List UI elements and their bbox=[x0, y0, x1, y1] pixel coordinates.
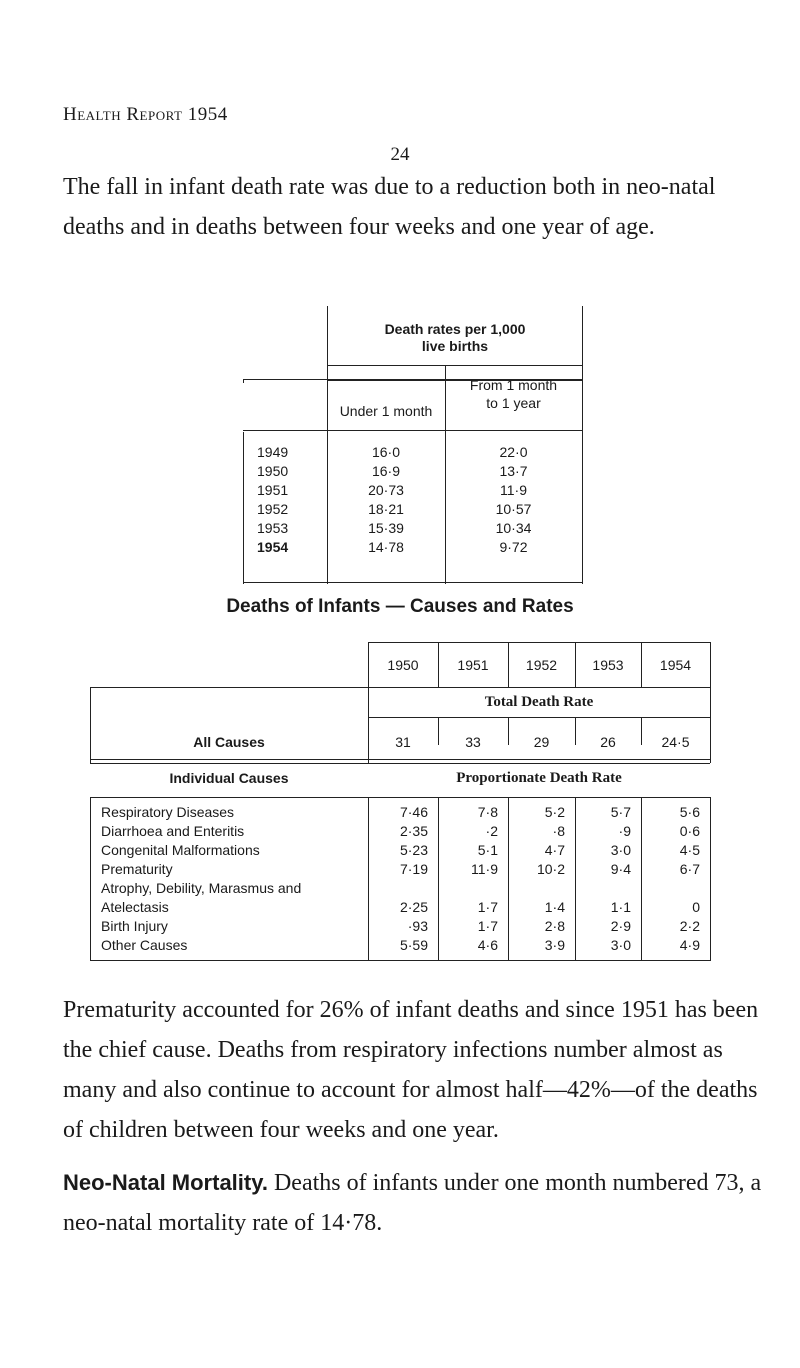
cause-name: Respiratory Diseases bbox=[101, 804, 235, 820]
table1-from: 13·7 bbox=[499, 463, 528, 479]
cause-value: 3·0 bbox=[610, 937, 631, 953]
table1-under: 15·39 bbox=[368, 520, 404, 536]
table1-under: 16·9 bbox=[371, 463, 401, 479]
cause-value: 1·4 bbox=[544, 899, 565, 915]
table1-under: 14·78 bbox=[368, 539, 404, 555]
cause-value: 5·2 bbox=[544, 804, 565, 820]
cause-value: 3·0 bbox=[610, 842, 631, 858]
cause-value: 10·2 bbox=[536, 861, 565, 877]
table1-from: 10·34 bbox=[495, 520, 532, 536]
table1-under: 16·0 bbox=[371, 444, 401, 460]
cause-value: 5·1 bbox=[477, 842, 498, 858]
cause-value: 2·25 bbox=[399, 899, 428, 915]
table1-under: 18·21 bbox=[368, 501, 404, 517]
table1-year: 1949 bbox=[257, 444, 289, 460]
page-number: 24 bbox=[390, 144, 410, 165]
cause-name: Birth Injury bbox=[101, 918, 168, 934]
table1-year: 1952 bbox=[257, 501, 289, 517]
table1-under: 20·73 bbox=[368, 482, 404, 498]
all-causes-value: 33 bbox=[465, 734, 481, 750]
cause-value: 2·8 bbox=[544, 918, 565, 934]
cause-value: 7·46 bbox=[399, 804, 428, 820]
group-header-line-1: Death rates per 1,000 bbox=[384, 321, 526, 337]
cause-value: 2·2 bbox=[679, 918, 700, 934]
cause-value: 9·4 bbox=[610, 861, 631, 877]
intro-paragraph: The fall in infant death rate was due to a reduction both in neo-natal deaths and in deaths between four weeks and one year of age. bbox=[63, 174, 716, 240]
cause-value: 2·9 bbox=[610, 918, 631, 934]
table1-from: 10·57 bbox=[495, 501, 532, 517]
table1-year: 1951 bbox=[257, 482, 289, 498]
year-header: 1953 bbox=[592, 657, 624, 673]
group-header-line-2: live births bbox=[421, 338, 489, 354]
cause-value: 0 bbox=[692, 899, 700, 915]
cause-value: 4·9 bbox=[679, 937, 700, 953]
year-header: 1950 bbox=[387, 657, 419, 673]
table1-year: 1954 bbox=[257, 539, 289, 555]
cause-value: 4·5 bbox=[679, 842, 700, 858]
table1-from: 22·0 bbox=[499, 444, 528, 460]
cause-value: 4·6 bbox=[477, 937, 498, 953]
year-header: 1951 bbox=[457, 657, 489, 673]
paragraph-prematurity: Prematurity accounted for 26% of infant deaths and since 1951 has been the chief cause. Deaths from respiratory infections number almost as many and also continue to account for almost half—42%—of the deaths of children between four weeks and one year. bbox=[63, 997, 759, 1143]
neo-natal-text: Deaths of infants under one month numbered 73, a neo-natal mortality rate of 14·78. bbox=[63, 1170, 762, 1236]
table1-year: 1953 bbox=[257, 520, 289, 536]
cause-value: 2·35 bbox=[399, 823, 428, 839]
cause-value: ·2 bbox=[485, 823, 498, 839]
all-causes-label: All Causes bbox=[193, 734, 265, 750]
total-death-rate-header: Total Death Rate bbox=[484, 694, 594, 710]
cause-name: Congenital Malformations bbox=[101, 842, 260, 858]
col-header-from-1-month-line-2: to 1 year bbox=[486, 395, 541, 411]
cause-value: 1·7 bbox=[477, 918, 498, 934]
table2-title: Deaths of Infants — Causes and Rates bbox=[226, 596, 574, 617]
all-causes-value: 29 bbox=[533, 734, 550, 750]
cause-value: 7·19 bbox=[399, 861, 428, 877]
cause-value: ·9 bbox=[618, 823, 631, 839]
cause-value: 4·7 bbox=[544, 842, 565, 858]
neo-natal-heading: Neo-Natal Mortality. bbox=[63, 1170, 268, 1195]
cause-value: 11·9 bbox=[471, 861, 498, 877]
cause-value: 3·9 bbox=[544, 937, 565, 953]
individual-causes-label: Individual Causes bbox=[169, 770, 289, 786]
col-header-from-1-month-line-1: From 1 month bbox=[469, 377, 558, 393]
cause-name: Prematurity bbox=[101, 861, 173, 877]
cause-value: 1·7 bbox=[477, 899, 498, 915]
cause-name-continued: Atelectasis bbox=[101, 899, 169, 915]
cause-value: ·93 bbox=[407, 918, 428, 934]
cause-value: 0·6 bbox=[679, 823, 700, 839]
cause-value: 7·8 bbox=[477, 804, 498, 820]
cause-value: 5·23 bbox=[399, 842, 428, 858]
cause-value: 5·6 bbox=[679, 804, 700, 820]
col-header-under-1-month: Under 1 month bbox=[339, 403, 433, 419]
all-causes-value: 31 bbox=[395, 734, 411, 750]
table1-year: 1950 bbox=[257, 463, 289, 479]
cause-name: Other Causes bbox=[101, 937, 188, 953]
paragraph-neo-natal bbox=[63, 1163, 763, 1243]
all-causes-value: 24·5 bbox=[661, 734, 690, 750]
table1-from: 11·9 bbox=[500, 482, 527, 498]
cause-name: Atrophy, Debility, Marasmus and bbox=[101, 880, 302, 896]
running-header: Health Report 1954 bbox=[63, 104, 228, 125]
cause-name: Diarrhoea and Enteritis bbox=[101, 823, 245, 839]
cause-value: 5·59 bbox=[399, 937, 428, 953]
all-causes-value: 26 bbox=[600, 734, 616, 750]
cause-value: ·8 bbox=[552, 823, 565, 839]
year-header: 1952 bbox=[525, 657, 558, 673]
cause-value: 6·7 bbox=[679, 861, 700, 877]
cause-value: 1·1 bbox=[610, 899, 631, 915]
proportionate-death-rate-header: Proportionate Death Rate bbox=[456, 770, 622, 786]
year-header: 1954 bbox=[659, 657, 692, 673]
cause-value: 5·7 bbox=[610, 804, 631, 820]
table1-from: 9·72 bbox=[499, 539, 528, 555]
